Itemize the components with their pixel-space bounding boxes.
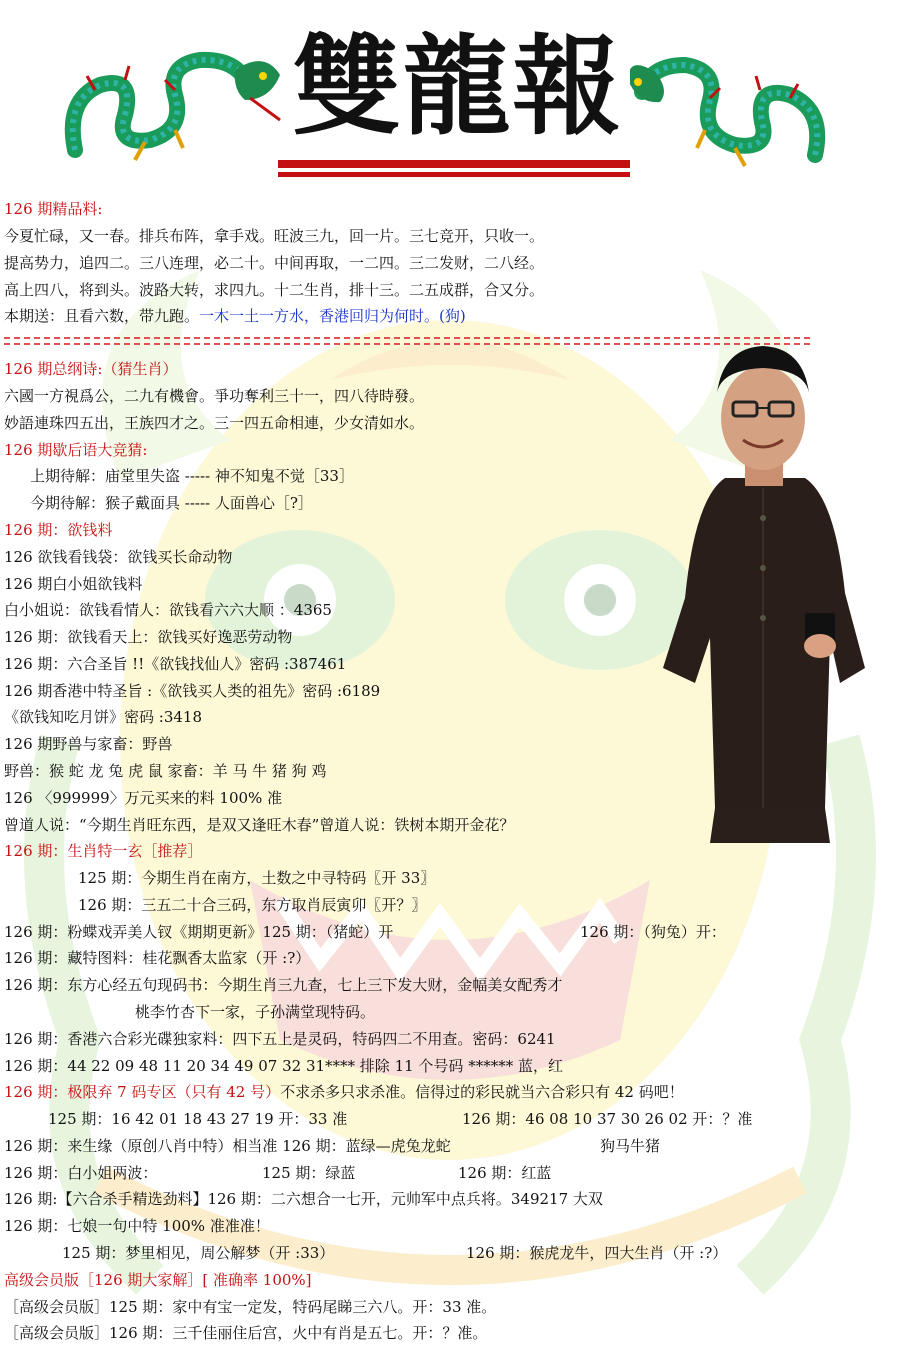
text-segment: 本期送：且看六数，带九跑。 xyxy=(4,307,200,325)
text-line: ［高级会员版］126 期：三千佳丽住后宫，火中有肖是五七。开：？准。 xyxy=(4,1324,488,1342)
section-heading: 126 期歇后语大竞猜: xyxy=(4,441,148,459)
text-line: 126 期：七娘一句中特 100% 准准准！ xyxy=(4,1217,270,1235)
text-line: 126 期：六合圣旨 !!《欲钱找仙人》密码 :387461 xyxy=(4,655,347,673)
text-line: 126 期野兽与家畜：野兽 xyxy=(4,735,173,753)
text-line: 125 期：16 42 01 18 43 27 19 开：33 准 xyxy=(48,1110,348,1128)
section-heading: 126 期精品料: xyxy=(4,200,103,218)
text-line: 126 期：香港六合彩光碟独家料：四下五上是灵码，特码四二不用查。密码：6241 xyxy=(4,1030,556,1048)
section-heading: 126 期总纲诗:（猜生肖） xyxy=(4,360,178,378)
text-line: 126 期：粉蝶戏弄美人钗《期期更新》125 期：（猪蛇）开 xyxy=(4,923,394,941)
text-line: 提高势力，追四二。三八连理，必二十。中间再取，一二四。三二发财，二八经。 xyxy=(4,254,545,272)
text-line: 125 期：今期生肖在南方，土数之中寻特码〖开 33〗 xyxy=(78,869,436,887)
text-line: 126 期：红蓝 xyxy=(458,1164,552,1182)
text-line: 126 期：欲钱看天上：欲钱买好逸恶劳动物 xyxy=(4,628,293,646)
text-line: 126 期：（狗兔）开： xyxy=(580,923,726,941)
text-line: 《欲钱知吃月饼》密码 :3418 xyxy=(4,708,202,726)
text-line: 126 期:【六合杀手精选劲料】126 期：二六想合一七开，元帅军中点兵将。349217 大双 xyxy=(4,1190,603,1208)
text-line: 桃李竹杏下一家，子孙满堂现特码。 xyxy=(135,1003,376,1021)
masthead-title: 雙龍報 xyxy=(292,24,623,150)
text-line: 今夏忙碌，又一春。排兵布阵，拿手戏。旺波三九，回一片。三七竞开，只收一。 xyxy=(4,227,545,245)
section-heading: 126 期：欲钱料 xyxy=(4,521,113,539)
text-line: 上期待解：庙堂里失盗 ----- 神不知鬼不觉［33］ xyxy=(30,467,354,485)
text-segment: 不求杀多只求杀准。信得过的彩民就当六合彩只有 42 码吧！ xyxy=(280,1083,684,1101)
text-line: 125 期：梦里相见，周公解梦（开 :33） xyxy=(62,1244,335,1262)
text-line: 高上四八，将到头。波路大转，求四九。十二生肖，排十三。二五成群，合又分。 xyxy=(4,281,545,299)
text-line: 126 期：藏特图料：桂花飘香太监家（开 :?） xyxy=(4,949,311,967)
text-line: 126 期：来生缘（原创八肖中特）相当准 126 期：蓝绿—虎兔龙蛇 xyxy=(4,1137,451,1155)
text-line: 126 期：东方心经五句现码书：今期生肖三九查，七上三下发大财，金幅美女配秀才 xyxy=(4,976,563,994)
text-line: ［高级会员版］125 期：家中有宝一定发，特码尾睇三六八。开：33 准。 xyxy=(4,1298,497,1316)
text-line: 野兽：猴 蛇 龙 兔 虎 鼠 家畜：羊 马 牛 猪 狗 鸡 xyxy=(4,762,327,780)
text-line: 125 期：绿蓝 xyxy=(262,1164,356,1182)
text-line: 白小姐说：欲钱看情人：欲钱看六六大顺 ：4365 xyxy=(4,601,332,619)
text-line: 妙語連珠四五出，王族四才之。三一四五命相連，少女清如水。 xyxy=(4,414,425,432)
section-heading: 高级会员版［126 期大家解］[ 准确率 100%] xyxy=(4,1271,312,1289)
text-line: 六國一方視爲公，二九有機會。爭功奪利三十一，四八待時發。 xyxy=(4,387,425,405)
text-line: 今期待解：猴子戴面具 ----- 人面兽心［?］ xyxy=(30,494,313,512)
text-line: 126 欲钱看钱袋：欲钱买长命动物 xyxy=(4,548,233,566)
section-heading: 126 期：生肖特一玄［推荐］ xyxy=(4,842,203,860)
text-line: 曾道人说：“今期生肖旺东西，是双又逢旺木春”曾道人说：铁树本期开金花？ xyxy=(4,816,515,834)
text-line: 126 期：猴虎龙牛，四大生肖（开 :?） xyxy=(466,1244,728,1262)
text-line xyxy=(4,1082,684,1102)
text-line: 126 期：白小姐两波： xyxy=(4,1164,158,1182)
text-line xyxy=(4,306,466,326)
dashed-separator xyxy=(4,337,810,345)
text-line: 126 期：44 22 09 48 11 20 34 49 07 32 31**** 排除 11 个号码 ****** 蓝，红 xyxy=(4,1057,563,1075)
text-line: 126 〈999999〉万元买来的料 100% 准 xyxy=(4,789,283,807)
text-line: 狗马牛猪 xyxy=(600,1137,661,1155)
highlight-text: 一木一土一方水，香港回归为何时。(狗) xyxy=(199,307,466,325)
text-line: 126 期香港中特圣旨 :《欲钱买人类的祖先》密码 :6189 xyxy=(4,682,381,700)
text-line: 126 期：三五二十合三码，东方取肖辰寅卯〖开？〗 xyxy=(78,896,427,914)
text-line: 126 期白小姐欲钱料 xyxy=(4,575,143,593)
highlight-text: 126 期：极限弃 7 码专区（只有 42 号） xyxy=(4,1083,281,1101)
text-line: 126 期：46 08 10 37 30 26 02 开：？准 xyxy=(462,1110,753,1128)
